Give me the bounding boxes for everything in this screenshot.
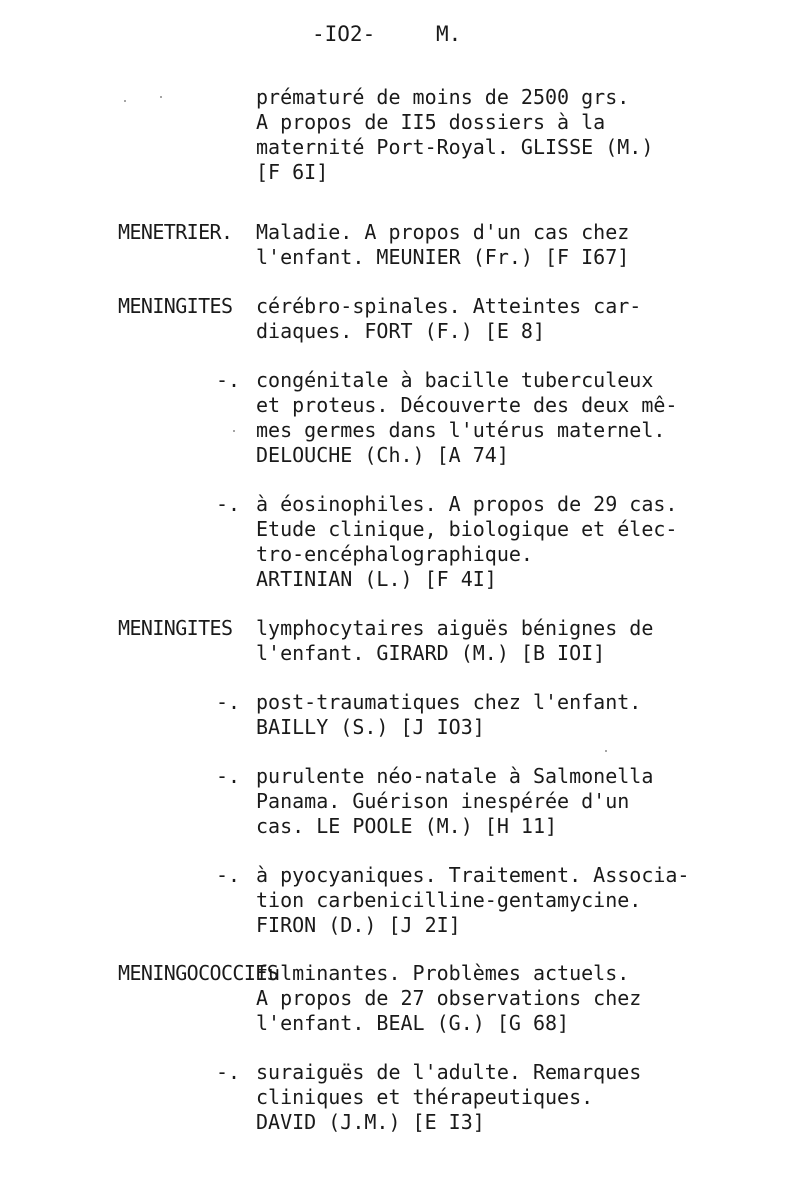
entry-line: diaques. FORT (F.) [E 8]: [256, 319, 545, 343]
scan-speck: [233, 430, 235, 432]
entry-heading: MENETRIER.: [118, 220, 233, 244]
entry-text: [256, 961, 716, 1036]
entry-heading-dash: -.: [216, 1060, 241, 1084]
entry-line: Maladie. A propos d'un cas chez: [256, 220, 630, 244]
section-letter: M.: [436, 22, 462, 46]
scan-speck: [124, 100, 126, 102]
page-header: [0, 22, 800, 52]
entry-heading-dash: -.: [216, 368, 241, 392]
entry-line: à éosinophiles. A propos de 29 cas.: [256, 492, 678, 516]
entry-line: A propos de 27 observations chez: [256, 986, 642, 1010]
entry-line: mes germes dans l'utérus maternel.: [256, 418, 666, 442]
entry-line: BAILLY (S.) [J IO3]: [256, 715, 485, 739]
entry-heading: MENINGITES: [118, 294, 233, 318]
entry-heading-dash: -.: [216, 492, 241, 516]
entry-line: Panama. Guérison inespérée d'un: [256, 789, 630, 813]
entry-line: post-traumatiques chez l'enfant.: [256, 690, 642, 714]
entry-heading-dash: -.: [216, 690, 241, 714]
entry-text: [256, 863, 716, 938]
entry-line: suraiguës de l'adulte. Remarques: [256, 1060, 642, 1084]
entry-line: [F 6I]: [256, 160, 329, 184]
scan-speck: [605, 750, 607, 752]
entry-line: cliniques et thérapeutiques.: [256, 1085, 594, 1109]
entry-line: prématuré de moins de 2500 grs.: [256, 85, 630, 109]
entry-line: ARTINIAN (L.) [F 4I]: [256, 567, 497, 591]
entry-line: maternité Port-Royal. GLISSE (M.): [256, 135, 654, 159]
entry-text: [256, 764, 716, 839]
scan-speck: [160, 96, 162, 98]
entry-line: et proteus. Découverte des deux mê-: [256, 393, 678, 417]
entry-text: [256, 690, 716, 740]
entry-line: Etude clinique, biologique et élec-: [256, 517, 678, 541]
entry-text: [256, 368, 716, 468]
entry-heading: MENINGITES: [118, 616, 233, 640]
entry-line: fulminantes. Problèmes actuels.: [256, 961, 630, 985]
entry-line: tro-encéphalographique.: [256, 542, 533, 566]
entry-heading-dash: -.: [216, 863, 241, 887]
entry-text: [256, 85, 716, 185]
entry-line: l'enfant. GIRARD (M.) [B IOI]: [256, 641, 606, 665]
entry-line: l'enfant. MEUNIER (Fr.) [F I67]: [256, 245, 630, 269]
entry-line: cas. LE POOLE (M.) [H 11]: [256, 814, 558, 838]
entry-text: [256, 492, 716, 592]
entry-line: DELOUCHE (Ch.) [A 74]: [256, 443, 509, 467]
entry-text: [256, 1060, 716, 1135]
entry-line: l'enfant. BEAL (G.) [G 68]: [256, 1011, 570, 1035]
entry-text: [256, 220, 716, 270]
entry-line: FIRON (D.) [J 2I]: [256, 913, 461, 937]
entry-text: [256, 616, 716, 666]
page-number: -IO2-: [312, 22, 376, 46]
entry-text: [256, 294, 716, 344]
entry-line: tion carbenicilline-gentamycine.: [256, 888, 642, 912]
entry-heading-dash: -.: [216, 764, 241, 788]
entry-line: A propos de II5 dossiers à la: [256, 110, 606, 134]
entry-heading: MENINGOCOCCIES: [118, 961, 279, 985]
entry-line: DAVID (J.M.) [E I3]: [256, 1110, 485, 1134]
entry-line: congénitale à bacille tuberculeux: [256, 368, 654, 392]
entry-line: purulente néo-natale à Salmonella: [256, 764, 654, 788]
entry-line: lymphocytaires aiguës bénignes de: [256, 616, 654, 640]
entry-line: cérébro-spinales. Atteintes car-: [256, 294, 642, 318]
entry-line: à pyocyaniques. Traitement. Associa-: [256, 863, 690, 887]
